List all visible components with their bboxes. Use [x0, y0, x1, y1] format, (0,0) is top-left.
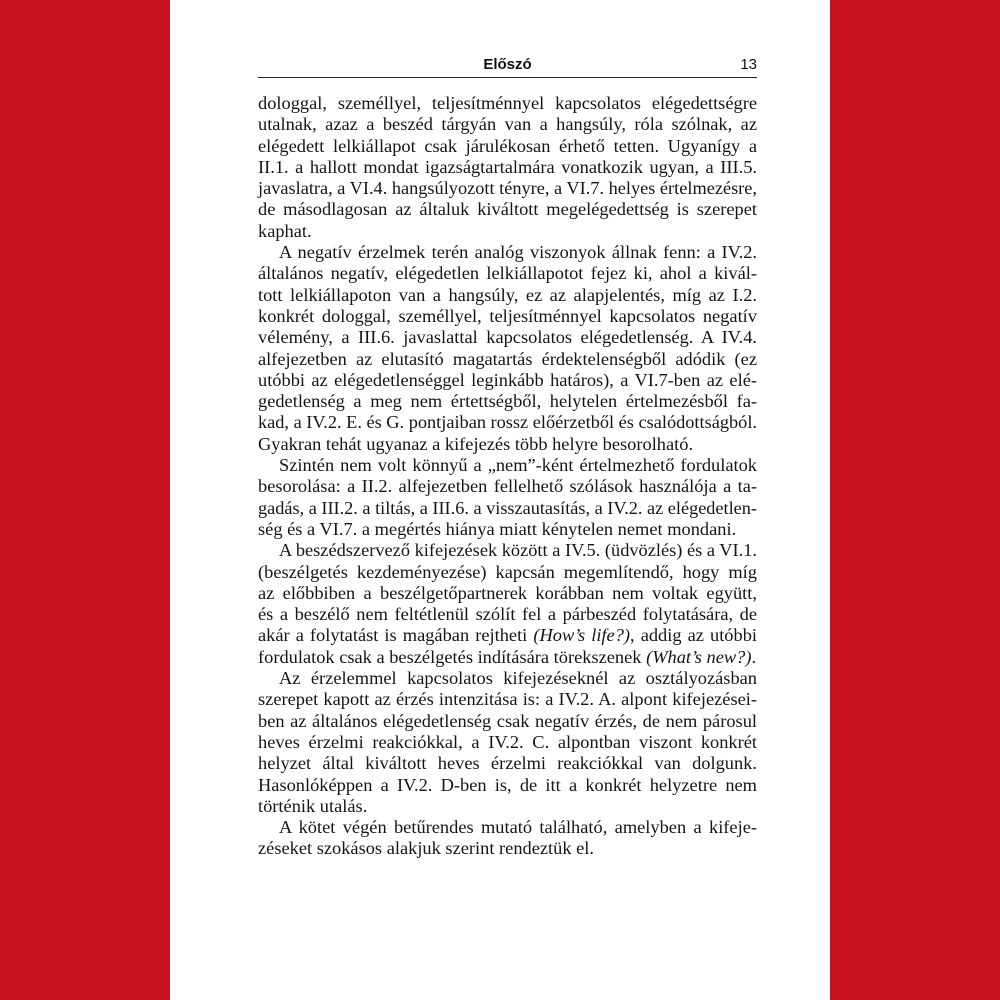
text-line — [258, 498, 757, 519]
text-line — [258, 391, 757, 412]
book-page — [170, 0, 830, 1000]
text-line — [258, 711, 757, 732]
text-line — [258, 519, 757, 540]
line-text-segment: , addig az utóbbi — [630, 625, 758, 646]
running-header-title: Előszó — [483, 56, 532, 73]
text-line — [258, 583, 757, 604]
line-text: dologgal, személlyel, teljesítménnyel kapcsolatos elégedettségre — [258, 93, 757, 113]
text-line — [258, 306, 757, 327]
text-line — [258, 93, 757, 114]
text-line — [258, 327, 757, 348]
body-text — [258, 93, 757, 860]
text-line — [258, 263, 757, 284]
paragraph — [258, 817, 757, 860]
line-text: szerepet kapott az érzés intenzitása is: a IV.2. A. alpont kifejezései- — [258, 689, 757, 710]
line-text: zéseket szokásos alakjuk szerint rendeztük el. — [258, 838, 595, 859]
line-text: A kötet végén betűrendes mutató található, amelyben a kifeje- — [279, 817, 757, 838]
paragraph — [258, 668, 757, 817]
paragraph — [258, 455, 757, 540]
line-text: (beszélgetés kezdeményezése) kapcsán megemlítendő, hogy míg — [258, 561, 757, 582]
text-line — [258, 434, 757, 455]
line-text: II.1. a hallott mondat igazságtartalmára vonatkozik ugyan, a III.5. — [258, 156, 757, 177]
line-text: ben az általános elégedetlenség csak negatív érzés, de nem párosul — [258, 710, 757, 731]
text-line — [258, 775, 757, 796]
header-rule — [258, 77, 757, 78]
text-line — [258, 647, 757, 668]
line-text: heves érzelmi reakciókkal, a IV.2. C. alpontban viszont konkrét — [258, 731, 757, 752]
line-text: történik utalás. — [258, 795, 368, 816]
text-line — [258, 285, 757, 306]
text-line — [258, 199, 757, 220]
line-text: és a beszélő nem feltétlenül szólít fel a párbeszéd folytatására, de — [258, 604, 757, 625]
line-text-segment: . — [751, 646, 757, 667]
line-text: de másodlagosan az általuk kiváltott megelégedettség is szerepet — [258, 199, 757, 220]
line-text: tott lelkiállapoton van a hangsúly, ez az alapjelentés, míg az I.2. — [258, 284, 757, 305]
line-text: utóbbi az elégedetlenséggel leginkább határos), a VI.7-ben az elé- — [258, 369, 757, 390]
text-line — [258, 838, 757, 859]
paragraph — [258, 540, 757, 668]
paragraph — [258, 242, 757, 455]
line-text: Az érzelemmel kapcsolatos kifejezéseknél az osztályozásban — [279, 668, 757, 689]
line-text: Szintén nem volt könnyű a „nem”-ként értelmezhető fordulatok — [279, 455, 757, 476]
text-line — [258, 668, 757, 689]
line-text: gadás, a III.2. a tiltás, a III.6. a visszautasítás, a IV.2. az elégedetlen- — [258, 497, 757, 518]
text-line — [258, 562, 757, 583]
text-line — [258, 817, 757, 838]
line-text: alfejezetben az elutasító magatartás érdektelenségből adódik (ez — [258, 348, 757, 369]
line-text: általános negatív, elégedetlen lelkiállapotot fejez ki, ahol a kivál- — [258, 263, 757, 284]
text-line — [258, 732, 757, 753]
line-text: vélemény, a III.6. javaslattal kapcsolatos elégedetlenség. A IV.4. — [258, 327, 757, 348]
line-text — [258, 625, 757, 645]
text-line — [258, 136, 757, 157]
line-text: elégedett lelkiállapot csak járulékosan érhető tetten. Ugyanígy a — [258, 135, 757, 156]
line-text: Gyakran tehát ugyanaz a kifejezés több helyre besorolható. — [258, 433, 694, 454]
line-text: Hasonlóképpen a IV.2. D-ben is, de itt a konkrét helyzetre nem — [258, 774, 757, 795]
italic-example-phrase: (How’s life?) — [533, 625, 631, 646]
line-text-segment: fordulatok csak a beszélgetés indítására törekszenek — [258, 646, 647, 667]
text-line — [258, 221, 757, 242]
line-text: besorolása: a II.2. alfejezetben fellelhető szólások használója a ta- — [258, 476, 757, 497]
text-line — [258, 455, 757, 476]
line-text — [258, 647, 756, 667]
text-line — [258, 476, 757, 497]
text-line — [258, 604, 757, 625]
line-text: kaphat. — [258, 220, 312, 241]
line-text: A negatív érzelmek terén analóg viszonyok állnak fenn: a IV.2. — [279, 242, 757, 263]
text-line — [258, 689, 757, 710]
text-line — [258, 753, 757, 774]
line-text: gedetlenség a meg nem értettségből, helytelen értelmezésből fa- — [258, 391, 757, 412]
page-number: 13 — [740, 56, 757, 73]
text-line — [258, 178, 757, 199]
line-text: A beszédszervező kifejezések között a IV.5. (üdvözlés) és a VI.1. — [279, 540, 757, 561]
paragraph — [258, 93, 757, 242]
text-line — [258, 412, 757, 433]
text-line — [258, 796, 757, 817]
text-line — [258, 242, 757, 263]
line-text: helyzet által kiváltott heves érzelmi reakciókkal van dolgunk. — [258, 753, 757, 774]
line-text: az előbbiben a beszélgetőpartnerek korábban nem voltak együtt, — [258, 582, 757, 603]
line-text: ség és a VI.7. a megértés hiánya miatt kénytelen nemet mondani. — [258, 518, 737, 539]
text-line — [258, 349, 757, 370]
italic-example-phrase: (What’s new?) — [646, 646, 752, 667]
line-text: utalnak, azaz a beszéd tárgyán van a hangsúly, róla szólnak, az — [258, 114, 757, 135]
line-text: kad, a IV.2. E. és G. pontjaiban rossz előérzetből és csalódottságból. — [258, 412, 757, 433]
line-text: javaslatra, a VI.4. hangsúlyozott tényre, a VI.7. helyes értelmezésre, — [258, 178, 757, 199]
text-line — [258, 625, 757, 646]
line-text-segment: akár a folytatást is magában rejtheti — [258, 625, 534, 646]
text-line — [258, 114, 757, 135]
text-line — [258, 157, 757, 178]
text-line — [258, 540, 757, 561]
text-line — [258, 370, 757, 391]
line-text: konkrét dologgal, személlyel, teljesítménnyel kapcsolatos negatív — [258, 305, 757, 326]
